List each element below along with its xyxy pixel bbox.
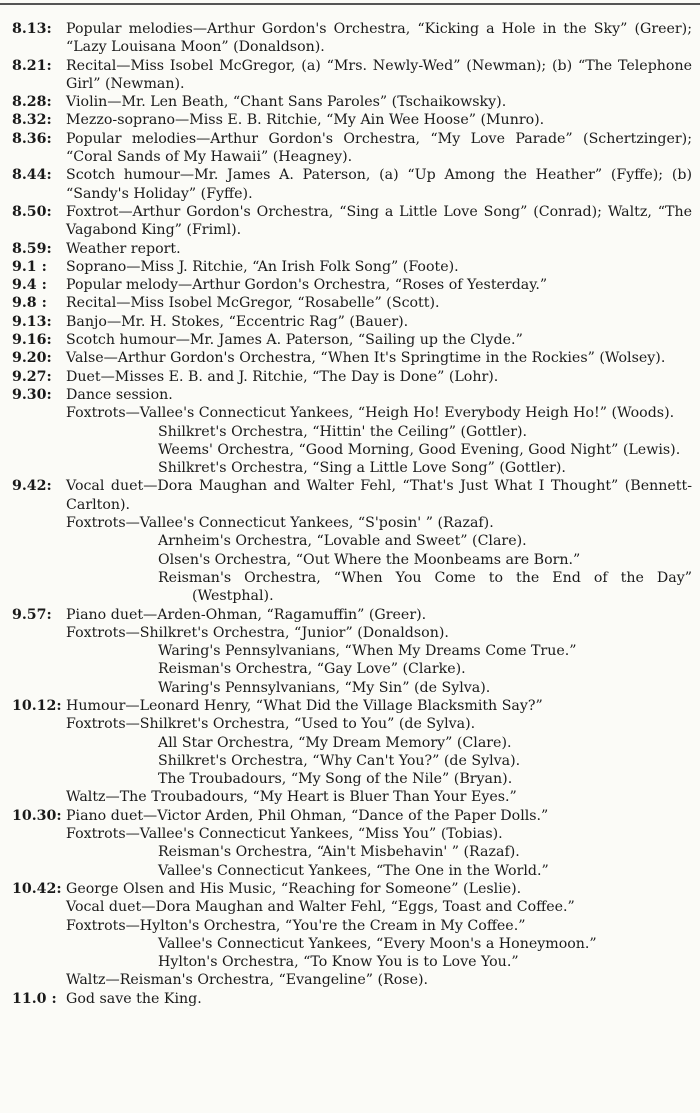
dance-item: All Star Orchestra, “My Dream Memory” (Clare).	[158, 734, 512, 751]
dance-item: Reisman's Orchestra, “Gay Love” (Clarke).	[158, 661, 466, 678]
entry-text: Mezzo-soprano—Miss E. B. Ritchie, “My Ain Wee Hoose” (Munro).	[66, 112, 545, 129]
entry-text: Recital—Miss Isobel McGregor, “Rosabelle” (Scott).	[66, 295, 440, 312]
programme-entry-942	[12, 477, 692, 514]
entry-text: Dance session.	[66, 386, 173, 403]
entry-time: 11.0 :	[12, 990, 57, 1007]
entry-text: Scotch humour—Mr. James A. Paterson, “Sailing up the Clyde.”	[66, 332, 523, 349]
top-rule	[0, 3, 700, 5]
entry-time: 9.27:	[12, 368, 52, 385]
dance-item: Reisman's Orchestra, “When You Come to the End of the Day” (Westphal).	[158, 569, 692, 605]
entry-time: 10.30:	[12, 807, 62, 824]
dance-item: Shilkret's Orchestra, “Hittin' the Ceiling” (Gottler).	[158, 423, 528, 440]
programme-entry-5	[12, 166, 692, 203]
dance-lead-line: Foxtrots—Shilkret's Orchestra, “Used to You” (de Sylva).	[66, 716, 476, 733]
entry-text: Vocal duet—Dora Maughan and Walter Fehl, “That's Just What I Thought” (Bennett-Carlton).	[66, 478, 692, 513]
programme-entry-7	[12, 240, 692, 258]
dance-item: Shilkret's Orchestra, “Sing a Little Love Song” (Gottler).	[158, 460, 566, 477]
dance-item: Vallee's Connecticut Yankees, “Every Moon's a Honeymoon.”	[158, 935, 597, 952]
dance-lead-line: Foxtrots—Vallee's Connecticut Yankees, “Heigh Ho! Everybody Heigh Ho!” (Woods).	[66, 405, 675, 422]
entry-time: 8.59:	[12, 240, 52, 257]
entry-time: 9.13:	[12, 313, 52, 330]
dance-item: Olsen's Orchestra, “Out Where the Moonbeams are Born.”	[158, 551, 581, 568]
programme-entry-0	[12, 20, 692, 57]
entry-text: Scotch humour—Mr. James A. Paterson, (a) “Up Among the Heather” (Fyffe); (b) “Sandy's Holiday” (Fyffe).	[66, 167, 692, 202]
programme-entry-3	[12, 111, 692, 129]
entry-text: God save the King.	[66, 990, 202, 1007]
entry-text: Popular melodies—Arthur Gordon's Orchestra, “My Love Parade” (Schertzinger); “Coral Sands of My Hawaii” (Heagney).	[66, 130, 692, 166]
entry-time: 8.44:	[12, 167, 52, 184]
entry-time: 8.50:	[12, 203, 52, 220]
entry-time: 10.42:	[12, 880, 62, 897]
dance-item: Arnheim's Orchestra, “Lovable and Sweet” (Clare).	[158, 533, 527, 550]
dance-tail-line: Waltz—Reisman's Orchestra, “Evangeline” (Rose).	[66, 972, 429, 989]
programme-entry-110	[12, 990, 692, 1008]
entry-time: 9.20:	[12, 350, 52, 367]
entry-text: George Olsen and His Music, “Reaching for Someone” (Leslie).	[66, 880, 522, 897]
entry-text: Weather report.	[66, 240, 181, 257]
programme-entry-2	[12, 93, 692, 111]
entry-time: 9.1 :	[12, 258, 47, 275]
entry-time: 8.28:	[12, 94, 52, 111]
entry-time: 9.8 :	[12, 295, 47, 312]
entry-text: Banjo—Mr. H. Stokes, “Eccentric Rag” (Bauer).	[66, 313, 409, 330]
entry-time: 9.16:	[12, 332, 52, 349]
dance-item: Shilkret's Orchestra, “Why Can't You?” (de Sylva).	[158, 752, 521, 769]
entry-text: Valse—Arthur Gordon's Orchestra, “When It's Springtime in the Rockies” (Wolsey).	[66, 350, 666, 367]
entry-time: 8.32:	[12, 112, 52, 129]
programme-entry-14	[12, 368, 692, 386]
dance-lead-line: Foxtrots—Vallee's Connecticut Yankees, “Miss You” (Tobias).	[66, 826, 503, 843]
dance-item: Vallee's Connecticut Yankees, “The One in the World.”	[158, 862, 549, 879]
entry-text: Piano duet—Arden-Ohman, “Ragamuffin” (Greer).	[66, 606, 427, 623]
entry-time: 8.21:	[12, 57, 52, 74]
dance-item: Reisman's Orchestra, “Ain't Misbehavin' ” (Razaf).	[158, 844, 520, 861]
programme-entry-4	[12, 130, 692, 167]
programme-entry-1030	[12, 807, 692, 825]
entry-text: Popular melodies—Arthur Gordon's Orchestra, “Kicking a Hole in the Sky” (Greer); “Lazy Louisana Moon” (Donaldson).	[66, 21, 692, 56]
programme-entry-13	[12, 349, 692, 367]
programme-listing	[12, 20, 692, 1008]
programme-entry-957	[12, 606, 692, 624]
entry-time: 9.57:	[12, 606, 52, 623]
dance-item: Weems' Orchestra, “Good Morning, Good Evening, Good Night” (Lewis).	[158, 441, 681, 458]
entry-text: Foxtrot—Arthur Gordon's Orchestra, “Sing a Little Love Song” (Conrad); Waltz, “The Vagabond King” (Friml).	[66, 203, 692, 239]
programme-entry-11	[12, 313, 692, 331]
dance-item: Waring's Pennsylvanians, “My Sin” (de Sylva).	[158, 679, 491, 696]
programme-entry-8	[12, 258, 692, 276]
dance-item: The Troubadours, “My Song of the Nile” (Bryan).	[158, 771, 513, 788]
entry-text: Recital—Miss Isobel McGregor, (a) “Mrs. Newly-Wed” (Newman); (b) “The Telephone Girl” (Newman).	[66, 57, 692, 92]
dance-lead-line: Foxtrots—Hylton's Orchestra, “You're the Cream in My Coffee.”	[66, 917, 526, 934]
entry-time: 9.42:	[12, 478, 52, 495]
entry-text: Humour—Leonard Henry, “What Did the Village Blacksmith Say?”	[66, 697, 543, 714]
entry-time: 10.12:	[12, 697, 62, 714]
dance-lead-line: Foxtrots—Shilkret's Orchestra, “Junior” (Donaldson).	[66, 624, 449, 641]
entry-time: 9.4 :	[12, 277, 47, 294]
entry-text: Piano duet—Victor Arden, Phil Ohman, “Dance of the Paper Dolls.”	[66, 807, 549, 824]
programme-entry-12	[12, 331, 692, 349]
entry-text: Popular melody—Arthur Gordon's Orchestra, “Roses of Yesterday.”	[66, 277, 548, 294]
programme-entry-1012	[12, 697, 692, 715]
dance-lead-line: Foxtrots—Vallee's Connecticut Yankees, “S'posin' ” (Razaf).	[66, 515, 494, 532]
programme-entry-1042	[12, 880, 692, 898]
entry-time: 9.30:	[12, 386, 52, 403]
dance-tail-line: Waltz—The Troubadours, “My Heart is Bluer Than Your Eyes.”	[66, 789, 517, 806]
entry-text: Soprano—Miss J. Ritchie, “An Irish Folk Song” (Foote).	[66, 258, 459, 275]
entry-text: Duet—Misses E. B. and J. Ritchie, “The Day is Done” (Lohr).	[66, 368, 499, 385]
vocal-line: Vocal duet—Dora Maughan and Walter Fehl, “Eggs, Toast and Coffee.”	[66, 899, 575, 916]
programme-entry-9	[12, 276, 692, 294]
dance-item: Hylton's Orchestra, “To Know You is to Love You.”	[158, 954, 519, 971]
entry-time: 8.13:	[12, 21, 52, 37]
programme-entry-15	[12, 386, 692, 404]
dance-item: Waring's Pennsylvanians, “When My Dreams Come True.”	[158, 643, 577, 660]
programme-entry-6	[12, 203, 692, 240]
programme-entry-10	[12, 294, 692, 312]
entry-text: Violin—Mr. Len Beath, “Chant Sans Paroles” (Tschaikowsky).	[66, 94, 507, 111]
entry-time: 8.36:	[12, 130, 52, 147]
programme-entry-1	[12, 57, 692, 94]
